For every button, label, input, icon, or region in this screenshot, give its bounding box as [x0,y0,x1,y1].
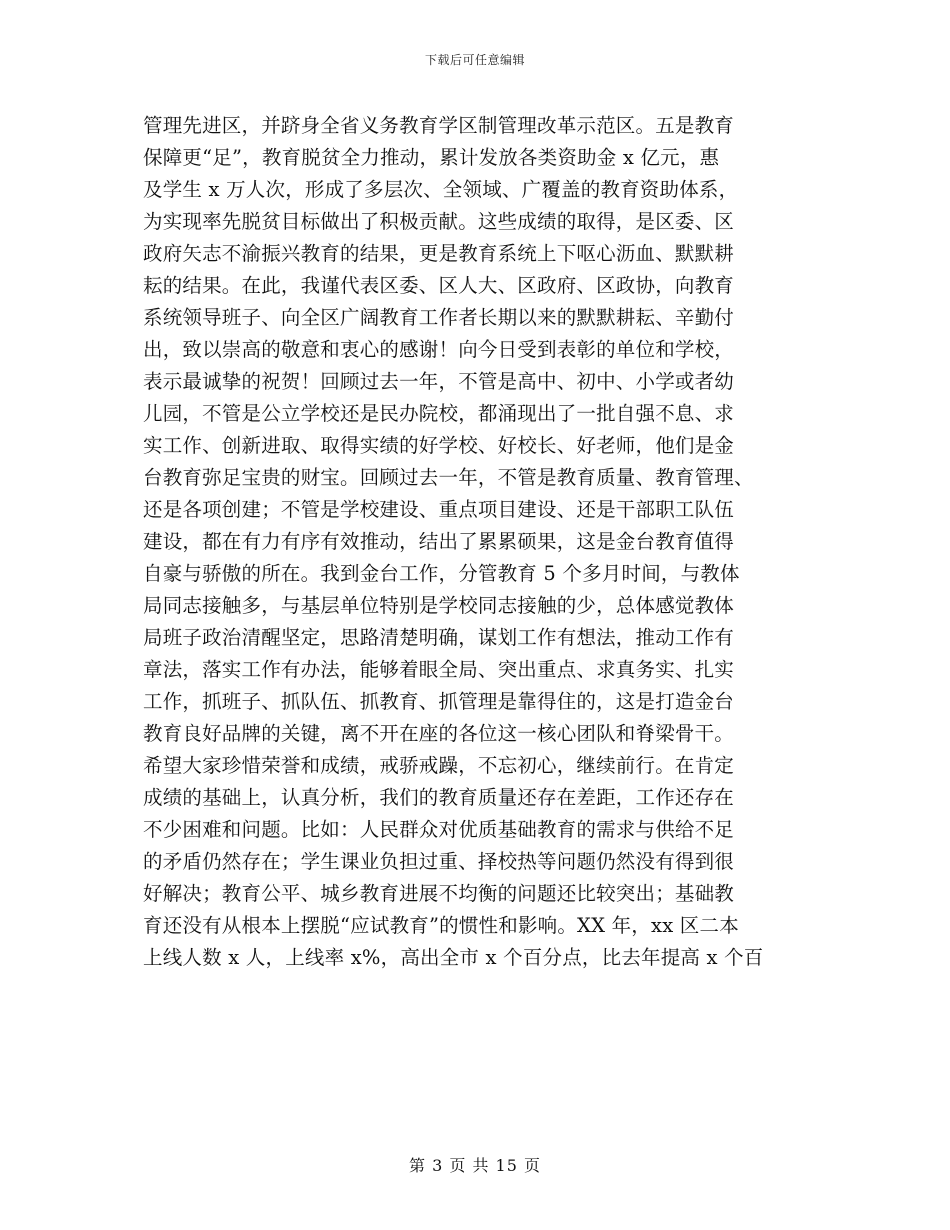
text-line: 章法，落实工作有办法，能够着眼全局、突出重点、求真务实、扎实 [143,658,735,681]
text-line: 政府矢志不渝振兴教育的结果，更是教育系统上下呕心沥血、默默耕 [143,242,735,265]
text-line: 耘的结果。在此，我谨代表区委、区人大、区政府、区政协，向教育 [143,274,735,297]
text-line: 的矛盾仍然存在；学生课业负担过重、择校热等问题仍然没有得到很 [143,850,735,873]
text-line: 不少困难和问题。比如：人民群众对优质基础教育的需求与供给不足 [143,818,735,841]
page-number-footer: 第 3 页 共 15 页 [409,1156,541,1175]
text-line: 局班子政治清醒坚定，思路清楚明确，谋划工作有想法，推动工作有 [143,626,735,649]
text-line: 建设，都在有力有序有效推动，结出了累累硕果，这是金台教育值得 [143,530,735,553]
page-header: 下载后可任意编辑 [424,53,525,67]
text-line: 希望大家珍惜荣誉和成绩，戒骄戒躁，不忘初心，继续前行。在肯定 [143,754,735,777]
text-line: 局同志接触多，与基层单位特别是学校同志接触的少，总体感觉教体 [143,594,735,617]
text-line: 自豪与骄傲的所在。我到金台工作，分管教育 5 个多月时间，与教体 [143,562,740,585]
text-line: 育还没有从根本上摆脱“应试教育”的惯性和影响。XX 年，xx 区二本 [143,914,739,937]
text-line: 表示最诚挚的祝贺！回顾过去一年，不管是高中、初中、小学或者幼 [143,370,735,393]
text-line: 为实现率先脱贫目标做出了积极贡献。这些成绩的取得，是区委、区 [143,210,735,233]
text-line: 工作，抓班子、抓队伍、抓教育、抓管理是靠得住的，这是打造金台 [143,690,735,713]
text-line: 保障更“足”，教育脱贫全力推动，累计发放各类资助金 x 亿元，惠 [143,146,720,169]
body-text [143,110,811,974]
text-line: 出，致以崇高的敬意和衷心的感谢！向今日受到表彰的单位和学校， [143,338,735,361]
text-line: 及学生 x 万人次，形成了多层次、全领域、广覆盖的教育资助体系， [143,178,739,201]
text-line: 管理先进区，并跻身全省义务教育学区制管理改革示范区。五是教育 [143,114,735,137]
text-line: 还是各项创建；不管是学校建设、重点项目建设、还是干部职工队伍 [143,498,735,521]
text-line: 成绩的基础上，认真分析，我们的教育质量还存在差距，工作还存在 [143,786,735,809]
text-line: 儿园，不管是公立学校还是民办院校，都涌现出了一批自强不息、求 [143,402,735,425]
text-line: 上线人数 x 人，上线率 x%，高出全市 x 个百分点，比去年提高 x 个百 [143,946,764,969]
text-line: 实工作、创新进取、取得实绩的好学校、好校长、好老师，他们是金 [143,434,735,457]
text-line: 系统领导班子、向全区广阔教育工作者长期以来的默默耕耘、辛勤付 [143,306,735,329]
text-line: 教育良好品牌的关键，离不开在座的各位这一核心团队和脊梁骨干。 [143,722,735,745]
text-line: 好解决；教育公平、城乡教育进展不均衡的问题还比较突出；基础教 [143,882,735,905]
text-line: 台教育弥足宝贵的财宝。回顾过去一年，不管是教育质量、教育管理、 [143,466,754,489]
